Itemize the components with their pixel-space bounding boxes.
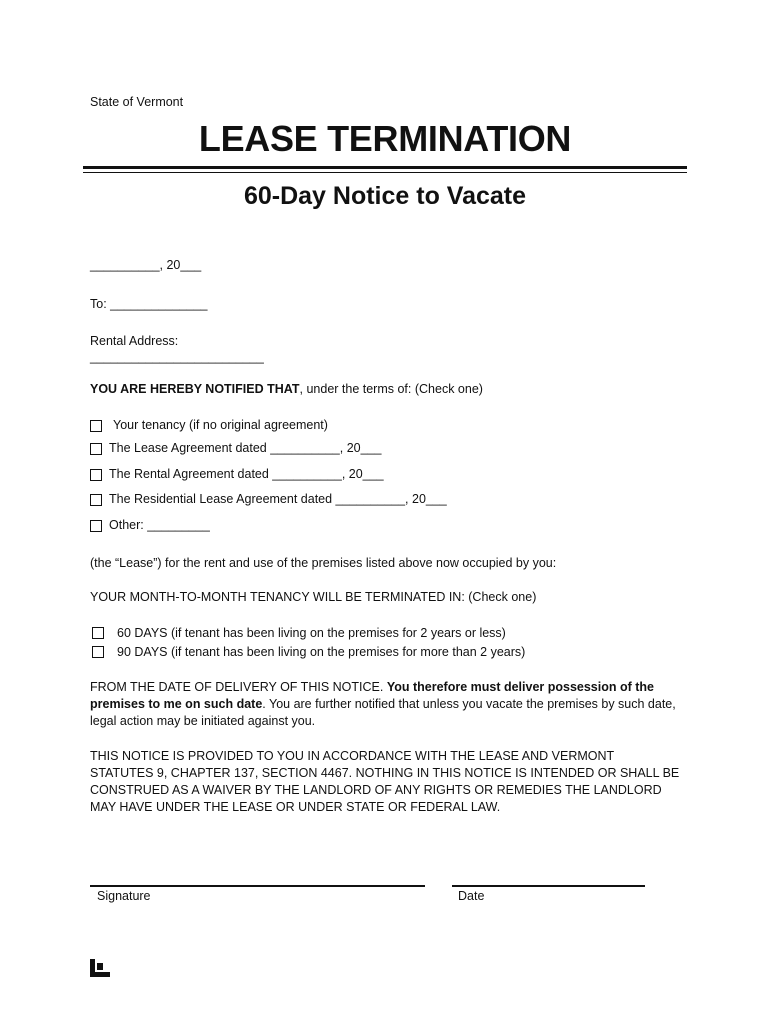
signature-label: Signature <box>97 889 151 903</box>
checkbox-90-days[interactable] <box>92 646 104 658</box>
title-rule-thick <box>83 166 687 169</box>
notified-bold: YOU ARE HEREBY NOTIFIED THAT <box>90 382 300 396</box>
checkbox-lease-agreement[interactable] <box>90 443 102 455</box>
signature-line[interactable] <box>90 885 425 887</box>
rental-address-field[interactable]: _________________________ <box>90 350 264 364</box>
rental-address-label: Rental Address: <box>90 334 179 348</box>
option-other-label: Other: _________ <box>109 518 210 532</box>
document-title: LEASE TERMINATION <box>198 118 572 159</box>
checkbox-residential-lease[interactable] <box>90 494 102 506</box>
lease-description: (the “Lease”) for the rent and use of the premises listed above now occupied by you: <box>90 556 557 570</box>
statute-paragraph: THIS NOTICE IS PROVIDED TO YOU IN ACCORDANCE WITH THE LEASE AND VERMONT STATUTES 9, CHAPTER 137, SECTION 4467. NOTHING IN THIS NOTICE IS INTENDED OR SHALL BE CONSTRUED AS A WAIVER BY THE LANDLORD OF ANY RIGHTS OR REMEDIES THE LANDLORD MAY HAVE UNDER THE LEASE OR UNDER STATE OR FEDERAL LAW. <box>90 749 680 814</box>
to-field[interactable]: To: ______________ <box>90 297 208 311</box>
option-90-days-label: 90 DAYS (if tenant has been living on the premises for more than 2 years) <box>117 645 526 659</box>
state-label: State of Vermont <box>90 95 184 109</box>
checkbox-rental-agreement[interactable] <box>90 469 102 481</box>
option-residential-lease-label: The Residential Lease Agreement dated __________, 20___ <box>109 492 447 506</box>
notified-rest: , under the terms of: (Check one) <box>299 382 483 396</box>
checkbox-60-days[interactable] <box>92 627 104 639</box>
option-lease-agreement-label: The Lease Agreement dated __________, 20___ <box>109 441 382 455</box>
option-rental-agreement-label: The Rental Agreement dated __________, 20___ <box>109 467 384 481</box>
delivery-paragraph <box>90 679 680 730</box>
title-rule-thin <box>83 172 687 173</box>
checkbox-other[interactable] <box>90 520 102 532</box>
delivery-part2: . You are further notified that unless you vacate the premises by such date, legal action may be initiated against you. <box>90 697 676 728</box>
notified-statement <box>90 382 483 396</box>
date-field[interactable]: __________, 20___ <box>90 258 202 272</box>
delivery-part1: FROM THE DATE OF DELIVERY OF THIS NOTICE. <box>90 680 387 694</box>
option-tenancy-label: Your tenancy (if no original agreement) <box>113 418 328 432</box>
legal-templates-logo-icon <box>90 959 110 977</box>
option-60-days-label: 60 DAYS (if tenant has been living on the premises for 2 years or less) <box>117 626 506 640</box>
checkbox-tenancy[interactable] <box>90 420 102 432</box>
date-line[interactable] <box>452 885 645 887</box>
delivery-bold: You therefore must deliver possession of the premises to me on such date <box>90 680 654 711</box>
termination-heading: YOUR MONTH-TO-MONTH TENANCY WILL BE TERMINATED IN: (Check one) <box>90 590 537 604</box>
date-label: Date <box>458 889 485 903</box>
document-subtitle: 60-Day Notice to Vacate <box>243 182 527 210</box>
